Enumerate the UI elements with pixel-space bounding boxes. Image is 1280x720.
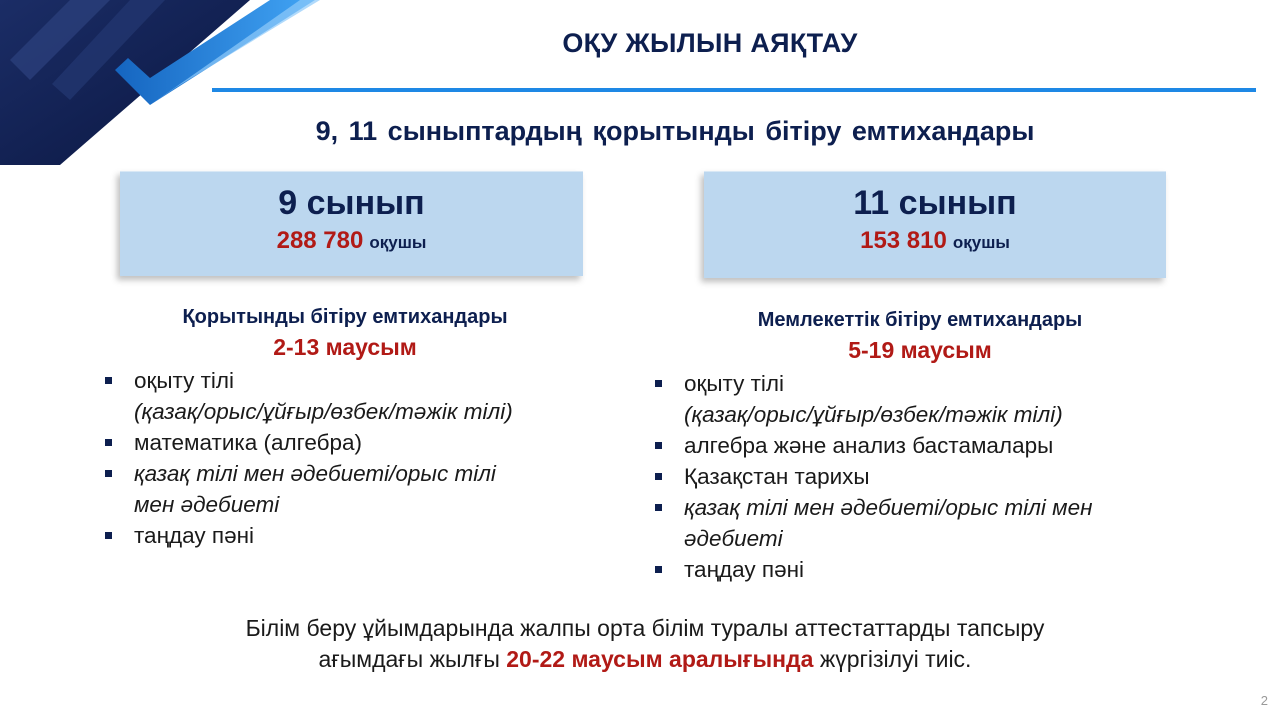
bullet-icon <box>655 504 662 511</box>
grade-11-title: 11 сынып <box>853 184 1017 222</box>
list-item-text: оқыту тілі <box>134 368 235 393</box>
grade-9-card <box>120 171 583 276</box>
footer-line-2 <box>0 644 1280 675</box>
footer-text-before: ағымдағы жылғы <box>318 646 500 672</box>
list-item <box>100 458 600 520</box>
grade-9-title: 9 сынып <box>278 184 425 222</box>
list-item-subtext: (қазақ/орыс/ұйғыр/өзбек/тәжік тілі) <box>134 399 513 424</box>
list-item <box>100 365 600 427</box>
list-item <box>100 427 600 458</box>
bullet-icon <box>105 377 112 384</box>
list-item <box>650 430 1190 461</box>
footer-note <box>0 613 1280 675</box>
grade-11-count <box>704 227 1166 255</box>
list-item-text: Қазақстан тарихы <box>684 464 870 489</box>
grade-9-exams <box>100 306 600 551</box>
grade-11-card <box>704 171 1166 278</box>
grade-11-exams-dates: 5-19 маусым <box>848 337 992 363</box>
grade-9-count <box>120 227 583 255</box>
grade-9-number: 288 780 <box>276 227 364 254</box>
bullet-icon <box>105 470 112 477</box>
list-item-text: таңдау пәні <box>684 557 805 582</box>
bullet-icon <box>655 380 662 387</box>
bullet-icon <box>655 566 662 573</box>
list-item-subtext: мен әдебиеті <box>134 492 280 517</box>
footer-line-1: Білім беру ұйымдарында жалпы орта білім туралы аттестаттарды тапсыру <box>245 615 1045 641</box>
title-divider <box>212 88 1256 92</box>
bullet-icon <box>655 473 662 480</box>
list-item <box>650 492 1190 554</box>
footer-highlight: 20-22 маусым аралығында <box>506 646 814 672</box>
grade-11-number: 153 810 <box>860 227 947 254</box>
slide-subtitle: 9, 11 сыныптардың қорытынды бітіру емтихандары <box>315 116 1035 146</box>
list-item <box>650 368 1190 430</box>
grade-11-exams <box>650 309 1190 585</box>
list-item-text: қазақ тілі мен әдебиеті/орыс тілі <box>134 461 496 486</box>
grade-9-unit: оқушы <box>369 233 427 252</box>
page-number: 2 <box>1260 693 1268 708</box>
list-item-subtext: (қазақ/орыс/ұйғыр/өзбек/тәжік тілі) <box>684 402 1063 427</box>
list-item-text: оқыту тілі <box>684 371 785 396</box>
list-item-text: таңдау пәні <box>134 523 255 548</box>
bullet-icon <box>655 442 662 449</box>
list-item <box>650 554 1190 585</box>
list-item <box>100 520 600 551</box>
grade-9-exams-heading: Қорытынды бітіру емтихандары <box>182 306 508 328</box>
grade-11-unit: оқушы <box>952 233 1010 252</box>
list-item-text: алгебра және анализ бастамалары <box>684 433 1054 458</box>
list-item-text: қазақ тілі мен әдебиеті/орыс тілі мен <box>684 495 1093 520</box>
slide-title: ОҚУ ЖЫЛЫН АЯҚТАУ <box>562 28 858 58</box>
list-item <box>650 461 1190 492</box>
list-item-text: математика (алгебра) <box>134 430 363 455</box>
footer-text-after: жүргізілуі тиіс. <box>819 646 972 672</box>
grade-11-exams-heading: Мемлекеттік бітіру емтихандары <box>757 309 1083 331</box>
bullet-icon <box>105 532 112 539</box>
list-item-subtext: әдебиеті <box>684 526 783 551</box>
bullet-icon <box>105 439 112 446</box>
grade-9-exams-dates: 2-13 маусым <box>273 334 417 360</box>
